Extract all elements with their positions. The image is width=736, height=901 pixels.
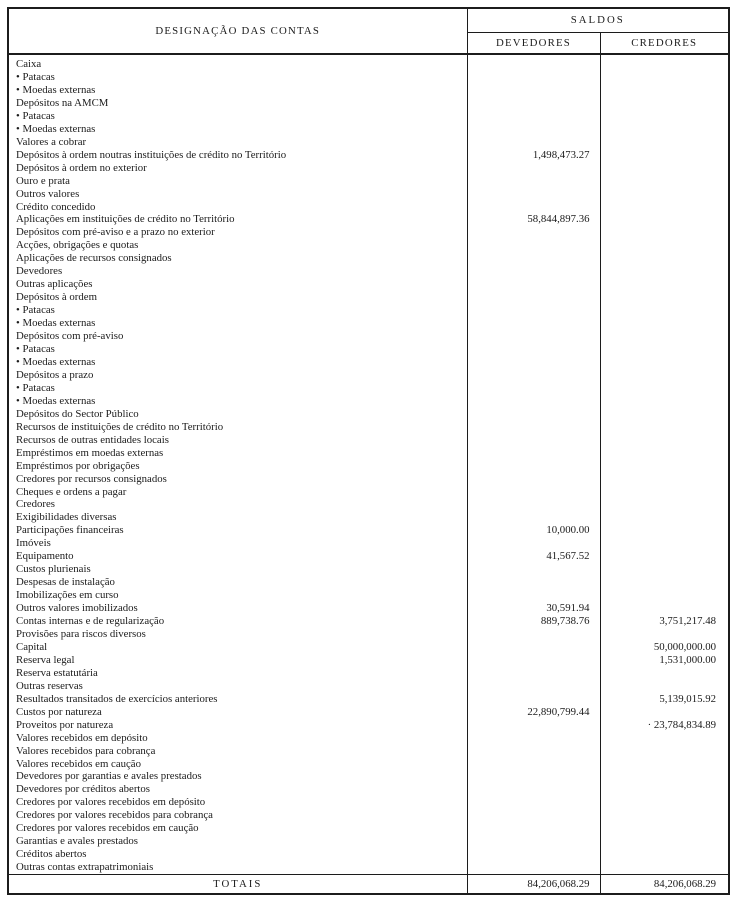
table-row (8, 201, 729, 214)
credores-value (600, 149, 729, 162)
table-row (8, 822, 729, 835)
table-row (8, 213, 729, 226)
account-label: Resultados transitados de exercícios anteriores (16, 692, 218, 705)
devedores-value (467, 641, 600, 654)
credores-value (600, 71, 729, 84)
devedores-value (467, 745, 600, 758)
credores-value (600, 226, 729, 239)
devedores-value: 1,498,473.27 (467, 149, 600, 162)
devedores-value (467, 835, 600, 848)
devedores-value (467, 162, 600, 175)
devedores-value: 22,890,799.44 (467, 706, 600, 719)
devedores-value (467, 395, 600, 408)
table-row (8, 71, 729, 84)
table-row (8, 226, 729, 239)
table-row (8, 265, 729, 278)
devedores-value (467, 758, 600, 771)
credores-value (600, 602, 729, 615)
account-label: • Patacas (16, 343, 55, 356)
table-row (8, 188, 729, 201)
devedores-value (467, 188, 600, 201)
credores-value: 50,000,000.00 (600, 641, 729, 654)
devedores-value (467, 576, 600, 589)
credores-value (600, 278, 729, 291)
table-row (8, 563, 729, 576)
account-label: Participações financeiras (16, 524, 124, 537)
credores-value (600, 861, 729, 874)
account-label: Outras reservas (16, 679, 83, 692)
table-row (8, 693, 729, 706)
devedores-value (467, 809, 600, 822)
devedores-value (467, 110, 600, 123)
table-row (8, 589, 729, 602)
account-label: Credores por recursos consignados (16, 472, 167, 485)
devedores-value (467, 680, 600, 693)
account-label: Créditos abertos (16, 848, 87, 861)
account-label: Outras aplicações (16, 278, 93, 291)
devedores-value (467, 265, 600, 278)
credores-value (600, 265, 729, 278)
devedores-value (467, 434, 600, 447)
account-label: • Patacas (16, 109, 55, 122)
credores-value (600, 84, 729, 97)
account-label: Caixa (16, 58, 42, 71)
balance-table (7, 7, 730, 895)
table-row (8, 537, 729, 550)
credores-value (600, 758, 729, 771)
devedores-value (467, 498, 600, 511)
table-row (8, 54, 729, 71)
account-label: Recursos de instituições de crédito no Território (16, 420, 224, 433)
devedores-value (467, 486, 600, 499)
account-label: Valores recebidos em depósito (16, 731, 148, 744)
credores-value (600, 97, 729, 110)
devedores-value (467, 693, 600, 706)
devedores-value (467, 291, 600, 304)
table-row (8, 304, 729, 317)
account-label: Outras contas extrapatrimoniais (16, 861, 154, 874)
table-row (8, 680, 729, 693)
table-row (8, 641, 729, 654)
table-row (8, 421, 729, 434)
account-label: Empréstimos por obrigações (16, 459, 140, 472)
credores-value (600, 343, 729, 356)
table-row (8, 278, 729, 291)
account-label: Depósitos à ordem (16, 291, 97, 304)
account-label: Depósitos com pré-aviso (16, 330, 124, 343)
devedores-value (467, 796, 600, 809)
totals-credores-value: 84,206,068.29 (600, 875, 729, 894)
devedores-value (467, 421, 600, 434)
credores-value (600, 680, 729, 693)
devedores-value (467, 84, 600, 97)
table-row (8, 473, 729, 486)
credores-value (600, 550, 729, 563)
column-header-credores: CREDORES (600, 32, 729, 54)
totals-devedores-value: 84,206,068.29 (467, 875, 600, 894)
devedores-value: 58,844,897.36 (467, 213, 600, 226)
table-row (8, 84, 729, 97)
credores-value (600, 123, 729, 136)
account-label: • Patacas (16, 304, 55, 317)
credores-value (600, 213, 729, 226)
account-label: Aplicações de recursos consignados (16, 252, 172, 265)
credores-value (600, 770, 729, 783)
devedores-value (467, 783, 600, 796)
account-label: Custos por natureza (16, 705, 102, 718)
table-row (8, 550, 729, 563)
account-label: Credores (16, 498, 55, 511)
credores-value (600, 486, 729, 499)
account-label: Devedores (16, 265, 63, 278)
devedores-value (467, 317, 600, 330)
credores-value (600, 317, 729, 330)
table-row (8, 395, 729, 408)
credores-value (600, 460, 729, 473)
devedores-value: 41,567.52 (467, 550, 600, 563)
account-label: Imobilizações em curso (16, 589, 119, 602)
table-row (8, 149, 729, 162)
devedores-value (467, 252, 600, 265)
column-header-devedores: DEVEDORES (467, 32, 600, 54)
accounts-body (8, 54, 729, 875)
table-row (8, 848, 729, 861)
credores-value (600, 563, 729, 576)
account-label: • Moedas externas (16, 355, 96, 368)
credores-value (600, 239, 729, 252)
account-label: Credores por valores recebidos para cobrança (16, 809, 213, 822)
credores-value (600, 330, 729, 343)
account-label: Valores recebidos para cobrança (16, 744, 156, 757)
account-label: Cheques e ordens a pagar (16, 485, 127, 498)
credores-value (600, 783, 729, 796)
account-label: Equipamento (16, 550, 74, 563)
table-row (8, 835, 729, 848)
devedores-value (467, 861, 600, 874)
account-label: Ouro e prata (16, 174, 70, 187)
devedores-value (467, 201, 600, 214)
table-row (8, 330, 729, 343)
devedores-value (467, 511, 600, 524)
devedores-value (467, 382, 600, 395)
account-label: Depósitos à ordem noutras instituições de crédito no Território (16, 148, 287, 161)
devedores-value (467, 408, 600, 421)
column-header-designacao: DESIGNAÇÃO DAS CONTAS (8, 8, 467, 54)
credores-value: 5,139,015.92 (600, 693, 729, 706)
devedores-value (467, 304, 600, 317)
devedores-value (467, 589, 600, 602)
table-row (8, 654, 729, 667)
devedores-value (467, 330, 600, 343)
totals-label: TOTAIS (8, 875, 467, 894)
table-row (8, 486, 729, 499)
table-row (8, 408, 729, 421)
devedores-value (467, 537, 600, 550)
account-label: Outros valores imobilizados (16, 602, 138, 615)
devedores-value (467, 343, 600, 356)
devedores-value (467, 447, 600, 460)
credores-value (600, 369, 729, 382)
table-row (8, 97, 729, 110)
table-row (8, 317, 729, 330)
credores-value (600, 175, 729, 188)
account-label: Custos plurienais (16, 563, 91, 576)
credores-value (600, 822, 729, 835)
credores-value (600, 524, 729, 537)
devedores-value (467, 369, 600, 382)
table-row (8, 291, 729, 304)
devedores-value (467, 460, 600, 473)
devedores-value (467, 770, 600, 783)
devedores-value: 10,000.00 (467, 524, 600, 537)
table-row (8, 770, 729, 783)
credores-value (600, 537, 729, 550)
devedores-value (467, 667, 600, 680)
account-label: Depósitos na AMCM (16, 96, 109, 109)
table-row (8, 615, 729, 628)
credores-value (600, 447, 729, 460)
account-label: Depósitos do Sector Público (16, 407, 139, 420)
credores-value (600, 473, 729, 486)
account-label: • Patacas (16, 381, 55, 394)
account-label: • Moedas externas (16, 83, 96, 96)
column-header-saldos: SALDOS (467, 8, 729, 32)
table-row (8, 343, 729, 356)
credores-value (600, 252, 729, 265)
table-row (8, 136, 729, 149)
account-label: Valores recebidos em caução (16, 757, 142, 770)
devedores-value (467, 732, 600, 745)
table-row (8, 628, 729, 641)
devedores-value (467, 226, 600, 239)
devedores-value (467, 54, 600, 71)
devedores-value (467, 97, 600, 110)
devedores-value (467, 628, 600, 641)
credores-value (600, 304, 729, 317)
table-row (8, 434, 729, 447)
table-row (8, 861, 729, 874)
account-label: Despesas de instalação (16, 576, 115, 589)
credores-value (600, 382, 729, 395)
account-label: Depósitos a prazo (16, 368, 94, 381)
table-row (8, 447, 729, 460)
table-row (8, 175, 729, 188)
devedores-value (467, 822, 600, 835)
credores-value (600, 356, 729, 369)
credores-value (600, 706, 729, 719)
credores-value: · 23,784,834.89 (600, 719, 729, 732)
credores-value (600, 511, 729, 524)
credores-value (600, 54, 729, 71)
credores-value (600, 809, 729, 822)
credores-value (600, 201, 729, 214)
account-label: Credores por valores recebidos em depósito (16, 796, 206, 809)
account-label: Depósitos à ordem no exterior (16, 161, 147, 174)
table-row (8, 110, 729, 123)
devedores-value (467, 123, 600, 136)
devedores-value (467, 473, 600, 486)
account-label: Devedores por créditos abertos (16, 783, 151, 796)
account-label: Credores por valores recebidos em caução (16, 822, 199, 835)
credores-value (600, 395, 729, 408)
table-row (8, 602, 729, 615)
account-label: Aplicações em instituições de crédito no Território (16, 213, 235, 226)
table-row (8, 719, 729, 732)
account-label: Imóveis (16, 537, 51, 550)
account-label: Crédito concedido (16, 200, 96, 213)
credores-value (600, 576, 729, 589)
devedores-value (467, 278, 600, 291)
table-row (8, 460, 729, 473)
account-label: • Moedas externas (16, 394, 96, 407)
credores-value (600, 498, 729, 511)
devedores-value (467, 563, 600, 576)
credores-value (600, 162, 729, 175)
credores-value (600, 110, 729, 123)
devedores-value (467, 239, 600, 252)
table-row (8, 382, 729, 395)
devedores-value (467, 136, 600, 149)
credores-value (600, 796, 729, 809)
account-label: Devedores por garantias e avales prestados (16, 770, 202, 783)
account-label: Provisões para riscos diversos (16, 627, 146, 640)
account-label: Capital (16, 640, 48, 653)
account-label: Contas internas e de regularização (16, 615, 165, 628)
credores-value (600, 667, 729, 680)
account-label: Proveitos por natureza (16, 718, 114, 731)
account-label: Garantias e avales prestados (16, 835, 139, 848)
table-row (8, 809, 729, 822)
table-header (8, 8, 729, 54)
account-label: • Moedas externas (16, 122, 96, 135)
credores-value (600, 421, 729, 434)
devedores-value: 889,738.76 (467, 615, 600, 628)
credores-value (600, 848, 729, 861)
table-row (8, 706, 729, 719)
account-label: • Moedas externas (16, 317, 96, 330)
credores-value (600, 835, 729, 848)
table-row (8, 732, 729, 745)
devedores-value: 30,591.94 (467, 602, 600, 615)
totals-row (8, 875, 729, 894)
credores-value (600, 732, 729, 745)
credores-value (600, 745, 729, 758)
table-row (8, 524, 729, 537)
account-label: Reserva legal (16, 653, 75, 666)
devedores-value (467, 719, 600, 732)
table-row (8, 783, 729, 796)
table-row (8, 239, 729, 252)
account-label: Empréstimos em moedas externas (16, 446, 164, 459)
table-row (8, 252, 729, 265)
table-row (8, 162, 729, 175)
table-row (8, 498, 729, 511)
table-row (8, 667, 729, 680)
account-label: Reserva estatutária (16, 666, 98, 679)
credores-value (600, 136, 729, 149)
table-row (8, 796, 729, 809)
credores-value (600, 291, 729, 304)
table-row (8, 356, 729, 369)
credores-value (600, 408, 729, 421)
credores-value (600, 434, 729, 447)
table-row (8, 745, 729, 758)
credores-value (600, 589, 729, 602)
account-label: • Patacas (16, 71, 55, 83)
devedores-value (467, 71, 600, 84)
table-row (8, 758, 729, 771)
devedores-value (467, 356, 600, 369)
account-label: Exigibilidades diversas (16, 511, 117, 524)
credores-value: 1,531,000.00 (600, 654, 729, 667)
table-row (8, 123, 729, 136)
table-row (8, 369, 729, 382)
devedores-value (467, 848, 600, 861)
account-label: Valores a cobrar (16, 135, 87, 148)
account-label: Depósitos com pré-aviso e a prazo no exterior (16, 226, 215, 239)
account-label: Recursos de outras entidades locais (16, 433, 169, 446)
table-row (8, 576, 729, 589)
account-label: Acções, obrigações e quotas (16, 239, 139, 252)
credores-value: 3,751,217.48 (600, 615, 729, 628)
devedores-value (467, 175, 600, 188)
account-label: Outros valores (16, 187, 80, 200)
credores-value (600, 188, 729, 201)
table-row (8, 511, 729, 524)
credores-value (600, 628, 729, 641)
devedores-value (467, 654, 600, 667)
